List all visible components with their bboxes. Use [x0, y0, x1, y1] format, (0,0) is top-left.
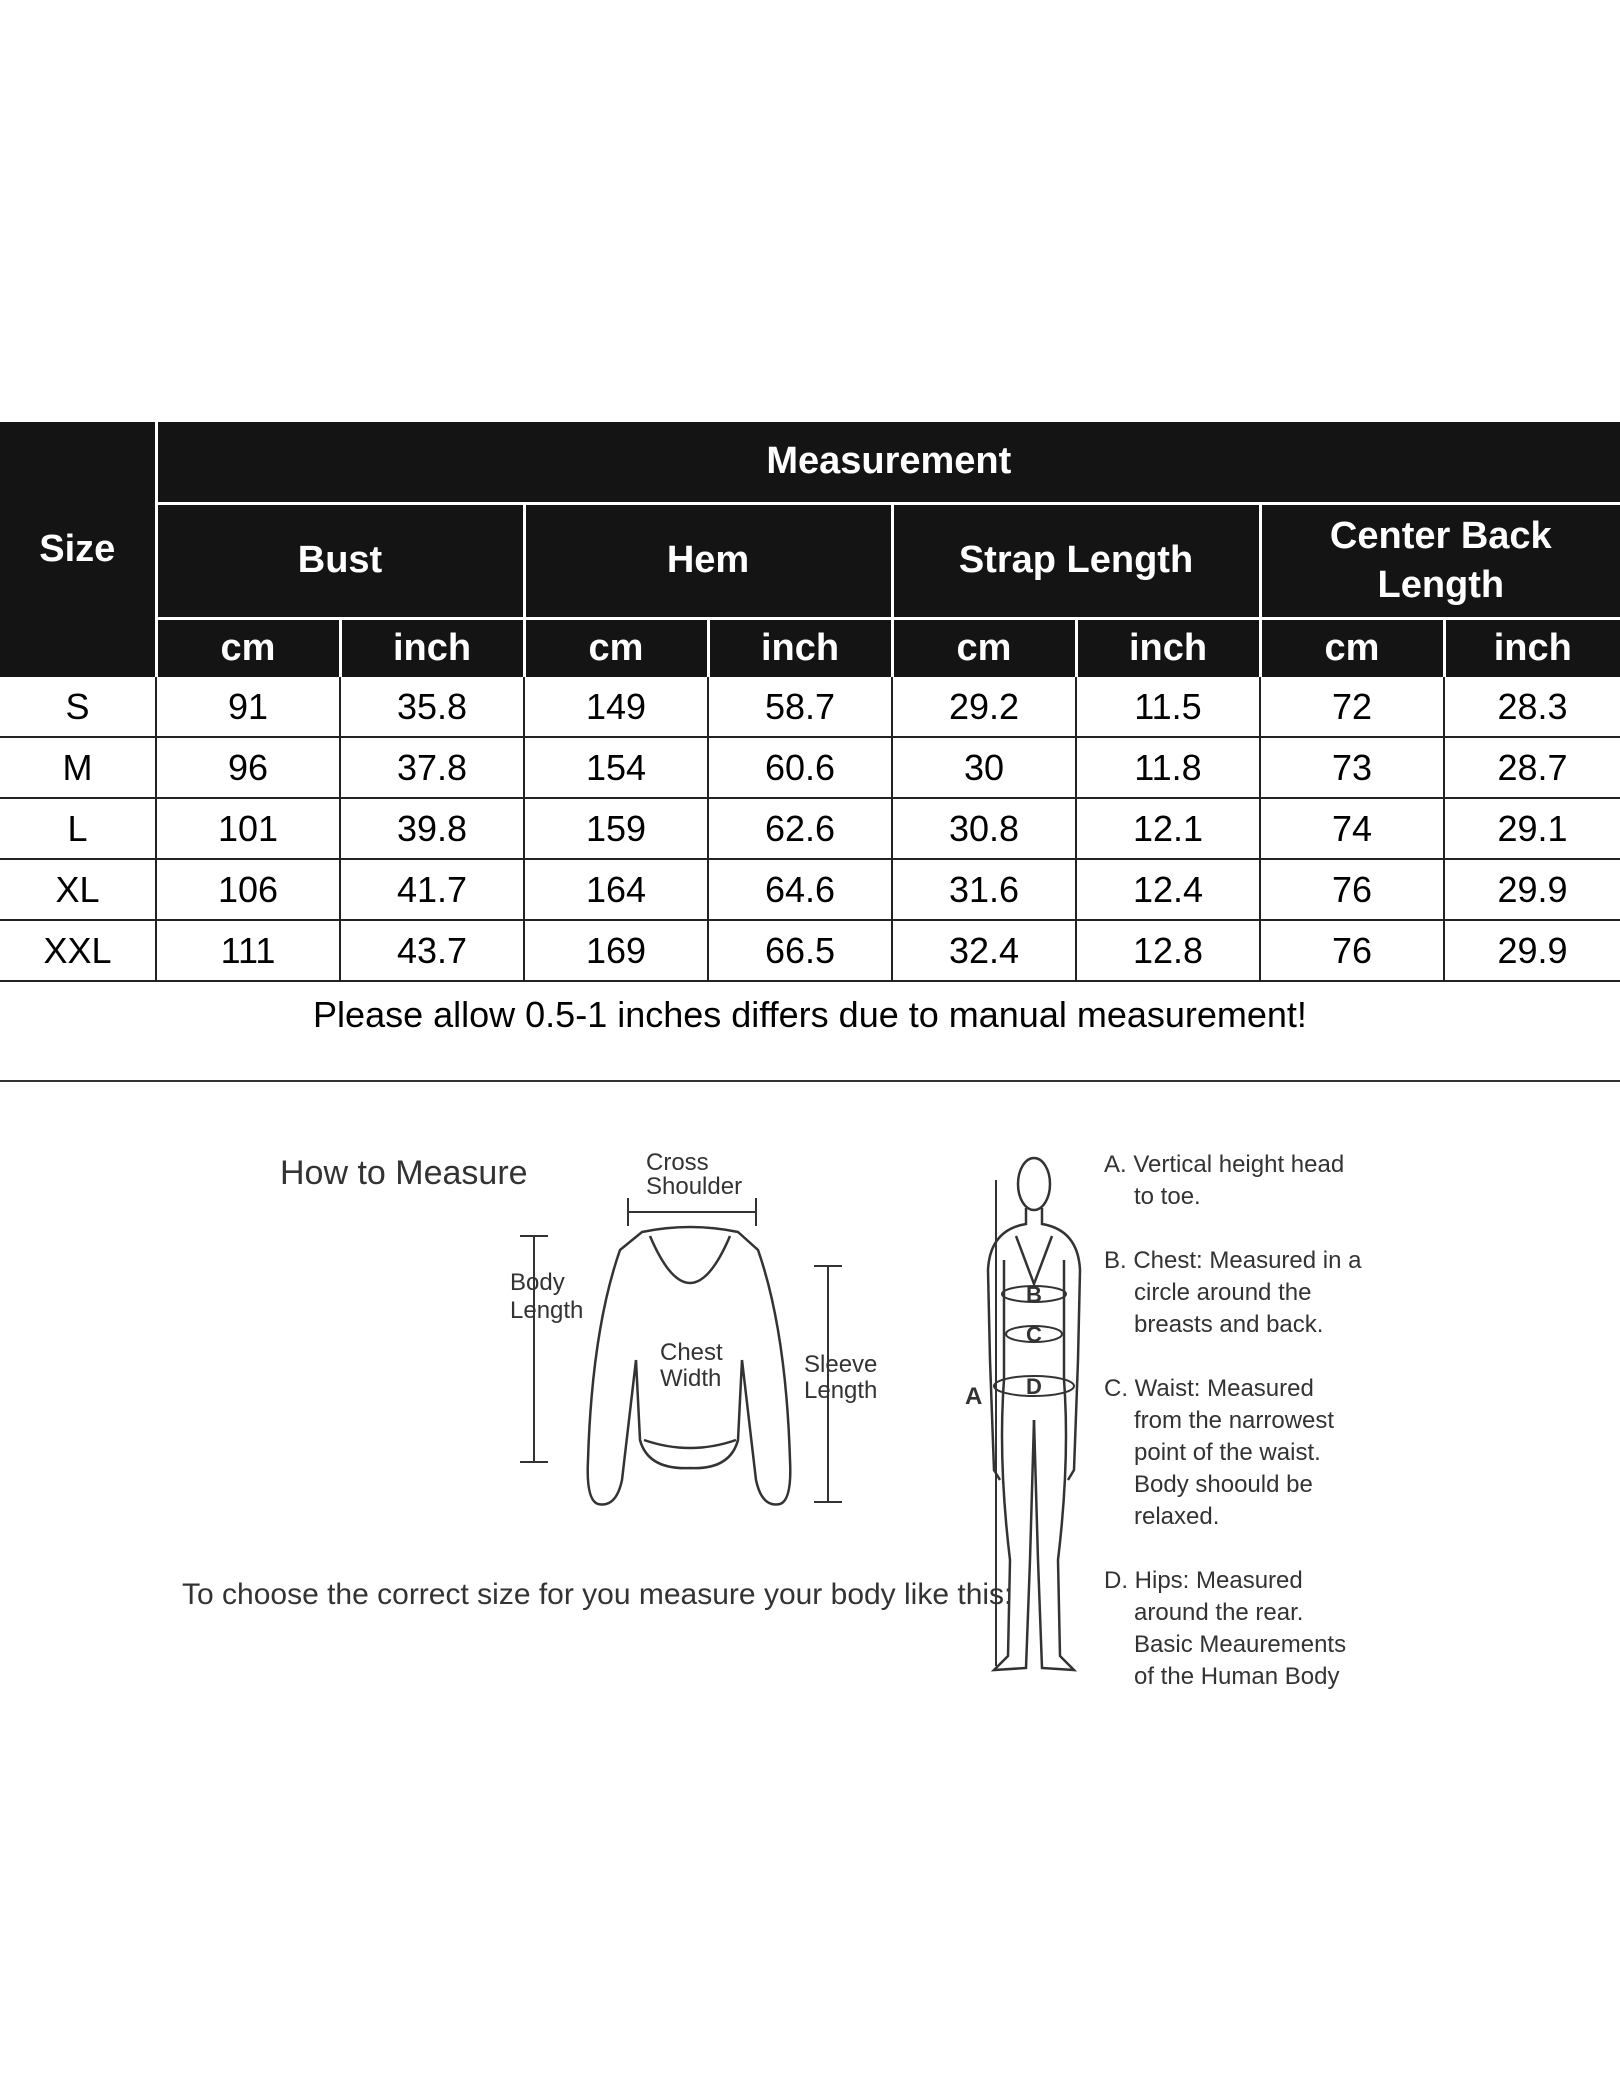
cross-shoulder-label-1: Cross	[646, 1149, 709, 1176]
size-label: XL	[0, 859, 156, 920]
definition-line: of the Human Body	[1134, 1663, 1340, 1690]
measure-instruction: To choose the correct size for you measure your body like this:	[182, 1578, 1013, 1611]
size-value: 11.5	[1076, 677, 1260, 737]
unit-header: inch	[340, 619, 524, 678]
size-value: 74	[1260, 798, 1444, 859]
chest-width-label-1: Chest	[660, 1339, 723, 1366]
sleeve-length-label-1: Sleeve	[804, 1351, 878, 1378]
size-value: 149	[524, 677, 708, 737]
size-value: 169	[524, 920, 708, 981]
size-value: 58.7	[708, 677, 892, 737]
size-value: 29.1	[1444, 798, 1620, 859]
unit-header: inch	[708, 619, 892, 678]
size-label: L	[0, 798, 156, 859]
guide-title: How to Measure	[280, 1154, 528, 1192]
bust-header: Bust	[156, 504, 524, 619]
size-value: 35.8	[340, 677, 524, 737]
marker-d: D	[1026, 1374, 1042, 1399]
unit-header: inch	[1076, 619, 1260, 678]
size-value: 72	[1260, 677, 1444, 737]
size-value: 111	[156, 920, 340, 981]
size-value: 101	[156, 798, 340, 859]
unit-header: cm	[892, 619, 1076, 678]
measurement-header: Measurement	[156, 422, 1620, 504]
cross-shoulder-label-2: Shoulder	[646, 1173, 743, 1200]
marker-a: A	[965, 1383, 983, 1410]
size-value: 154	[524, 737, 708, 798]
size-value: 31.6	[892, 859, 1076, 920]
unit-header: cm	[156, 619, 340, 678]
definition-line: Body shoould be	[1134, 1471, 1313, 1498]
size-value: 39.8	[340, 798, 524, 859]
definition-line: from the narrowest	[1134, 1407, 1335, 1434]
size-value: 29.9	[1444, 920, 1620, 981]
size-value: 164	[524, 859, 708, 920]
unit-header: cm	[524, 619, 708, 678]
size-value: 76	[1260, 920, 1444, 981]
cross-shoulder-arrow	[628, 1198, 756, 1226]
body-length-label-2: Length	[510, 1297, 584, 1324]
marker-c: C	[1026, 1322, 1042, 1347]
size-value: 37.8	[340, 737, 524, 798]
size-value: 28.7	[1444, 737, 1620, 798]
chest-width-label-2: Width	[660, 1365, 722, 1392]
definition-line: breasts and back.	[1134, 1311, 1324, 1338]
hem-header: Hem	[524, 504, 892, 619]
size-value: 29.9	[1444, 859, 1620, 920]
size-value: 29.2	[892, 677, 1076, 737]
size-value: 106	[156, 859, 340, 920]
size-value: 41.7	[340, 859, 524, 920]
size-value: 76	[1260, 859, 1444, 920]
size-value: 64.6	[708, 859, 892, 920]
sleeve-length-label-2: Length	[804, 1377, 878, 1404]
size-value: 43.7	[340, 920, 524, 981]
size-value: 66.5	[708, 920, 892, 981]
size-value: 12.8	[1076, 920, 1260, 981]
definition-line: B. Chest: Measured in a	[1104, 1247, 1362, 1274]
size-value: 91	[156, 677, 340, 737]
size-label: S	[0, 677, 156, 737]
size-value: 28.3	[1444, 677, 1620, 737]
size-label: XXL	[0, 920, 156, 981]
size-value: 12.4	[1076, 859, 1260, 920]
size-value: 30.8	[892, 798, 1076, 859]
definition-line: circle around the	[1134, 1279, 1312, 1306]
unit-header: cm	[1260, 619, 1444, 678]
definition-line: C. Waist: Measured	[1104, 1375, 1314, 1402]
measurement-note: Please allow 0.5-1 inches differs due to manual measurement!	[313, 994, 1307, 1035]
size-header: Size	[0, 422, 156, 677]
size-value: 159	[524, 798, 708, 859]
definition-line: to toe.	[1134, 1183, 1201, 1210]
measurement-definitions	[1104, 1151, 1362, 1690]
size-value: 32.4	[892, 920, 1076, 981]
definition-line: A. Vertical height head	[1104, 1151, 1345, 1178]
strap-length-header: Strap Length	[892, 504, 1260, 619]
definition-line: D. Hips: Measured	[1104, 1567, 1303, 1594]
definition-line: Basic Meaurements	[1134, 1631, 1347, 1658]
size-value: 30	[892, 737, 1076, 798]
size-value: 62.6	[708, 798, 892, 859]
size-value: 12.1	[1076, 798, 1260, 859]
definition-line: around the rear.	[1134, 1599, 1304, 1626]
size-value: 73	[1260, 737, 1444, 798]
unit-header: inch	[1444, 619, 1620, 678]
size-label: M	[0, 737, 156, 798]
center-back-length-header: Center Back Length	[1260, 504, 1620, 619]
definition-line: point of the waist.	[1134, 1439, 1321, 1466]
definition-line: relaxed.	[1134, 1503, 1220, 1530]
size-value: 60.6	[708, 737, 892, 798]
size-value: 11.8	[1076, 737, 1260, 798]
marker-b: B	[1026, 1282, 1042, 1307]
body-length-label-1: Body	[510, 1269, 565, 1296]
size-value: 96	[156, 737, 340, 798]
